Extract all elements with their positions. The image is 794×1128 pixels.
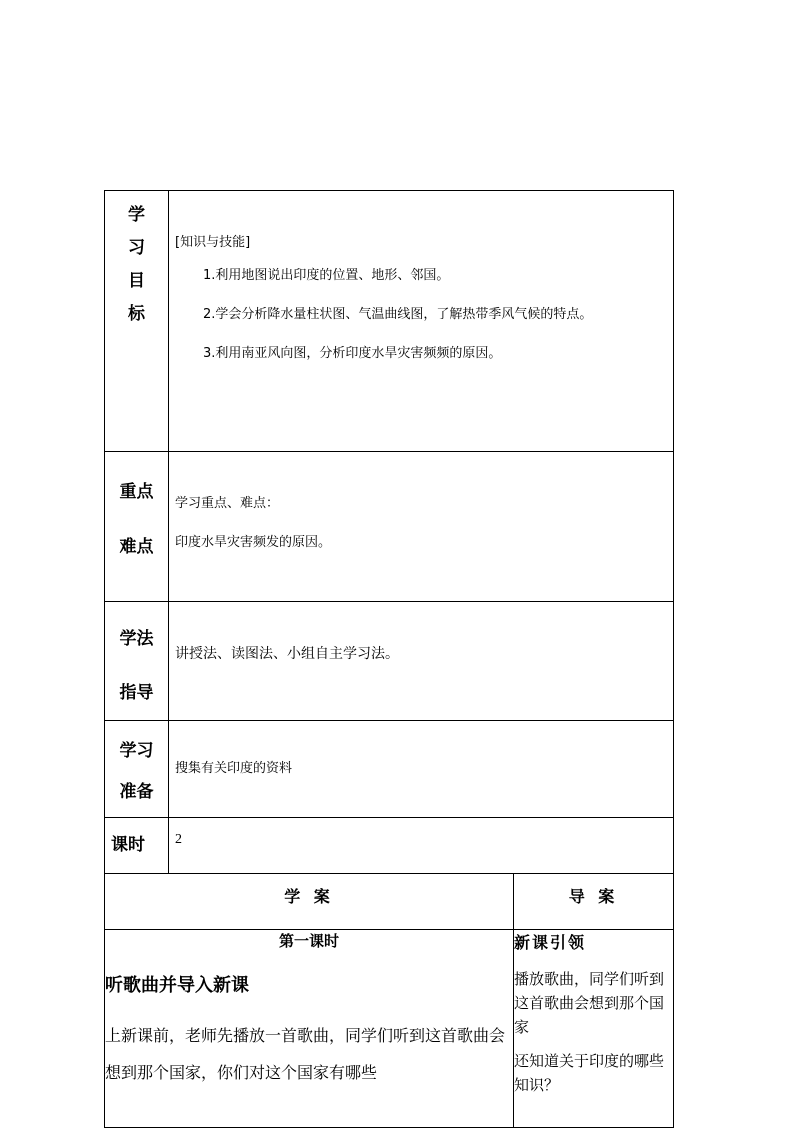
objectives-heading: [知识与技能] bbox=[175, 235, 251, 250]
prep-label-line: 学习 bbox=[119, 741, 154, 761]
focus-label-line: 重点 bbox=[119, 482, 154, 502]
methods-label bbox=[105, 602, 169, 721]
section-title: 听歌曲并导入新课 bbox=[105, 975, 249, 996]
focus-label-line: 难点 bbox=[119, 537, 154, 557]
objectives-row bbox=[105, 191, 674, 452]
teacher-guide-header: 导 案 bbox=[568, 887, 619, 906]
lesson-body-text: 上新课前，老师先播放一首歌曲，同学们听到这首歌曲会想到那个国家，你们对这个国家有哪些 bbox=[105, 1026, 506, 1082]
objectives-label-char: 学 bbox=[128, 205, 145, 225]
objectives-content bbox=[169, 191, 674, 452]
focus-content bbox=[169, 452, 674, 602]
student-plan-content bbox=[105, 930, 514, 1128]
student-plan-header-cell bbox=[105, 874, 514, 930]
prep-content bbox=[169, 721, 674, 818]
prep-label bbox=[105, 721, 169, 818]
hours-row bbox=[105, 818, 674, 874]
student-plan-header: 学 案 bbox=[284, 887, 334, 906]
guide-paragraph: 还知道关于印度的哪些知识？ bbox=[514, 1052, 665, 1094]
objective-item: 1.利用地图说出印度的位置、地形、邻国。 bbox=[203, 268, 450, 283]
methods-text: 讲授法、读图法、小组自主学习法。 bbox=[175, 646, 399, 662]
objective-item: 2.学会分析降水量柱状图、气温曲线图，了解热带季风气候的特点。 bbox=[203, 307, 593, 322]
column-header-row bbox=[105, 874, 674, 930]
focus-label bbox=[105, 452, 169, 602]
objective-item: 3.利用南亚风向图，分析印度水旱灾害频频的原因。 bbox=[203, 346, 502, 361]
methods-label-line: 学法 bbox=[119, 629, 154, 649]
lesson-plan-table bbox=[104, 190, 674, 1128]
prep-label-line: 准备 bbox=[119, 782, 154, 802]
guide-paragraph: 播放歌曲，同学们听到这首歌曲会想到那个国家 bbox=[514, 970, 665, 1036]
methods-label-line: 指导 bbox=[119, 683, 154, 703]
prep-row bbox=[105, 721, 674, 818]
objectives-label bbox=[105, 191, 169, 452]
hours-value: 2 bbox=[175, 832, 182, 847]
guide-title: 新课引领 bbox=[514, 933, 587, 952]
lesson-content-row bbox=[105, 930, 674, 1128]
focus-line: 印度水旱灾害频发的原因。 bbox=[175, 535, 332, 550]
objectives-label-char: 习 bbox=[128, 238, 145, 258]
methods-row bbox=[105, 602, 674, 721]
focus-line: 学习重点、难点： bbox=[175, 496, 280, 511]
objectives-label-char: 目 bbox=[128, 271, 145, 291]
hours-content bbox=[169, 818, 674, 874]
prep-text: 搜集有关印度的资料 bbox=[175, 761, 293, 776]
focus-row bbox=[105, 452, 674, 602]
teacher-guide-content bbox=[514, 930, 674, 1128]
hours-label: 课时 bbox=[105, 818, 169, 874]
lesson-title: 第一课时 bbox=[278, 932, 339, 950]
teacher-guide-header-cell bbox=[514, 874, 674, 930]
methods-content bbox=[169, 602, 674, 721]
objectives-label-char: 标 bbox=[128, 304, 145, 324]
